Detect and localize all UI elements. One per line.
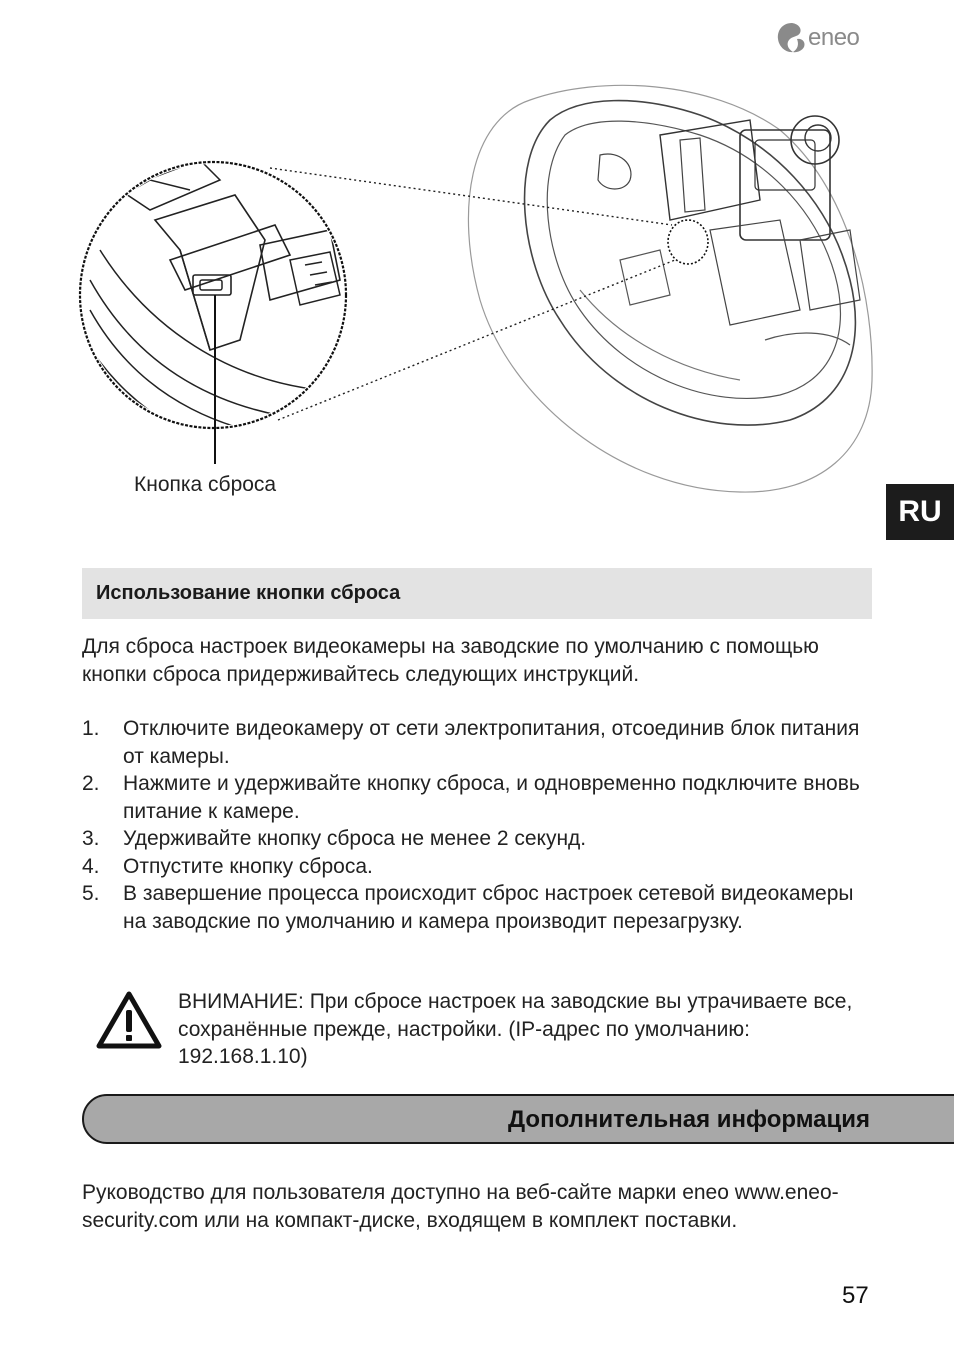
section-heading-bar [82,568,872,619]
warning-text: ВНИМАНИЕ: При сбросе настроек на заводские вы утрачиваете все, сохранённые прежде, настройки. (IP-адрес по умолчанию: 192.168.1.10) [178,990,853,1068]
section-heading-pill [82,1094,954,1144]
logo-text: eneo [808,24,860,51]
section-title-more-info: Дополнительная информация [508,1106,870,1133]
step-text: В завершение процесса происходит сброс настроек сетевой видеокамеры на заводские по умолчанию и камера производит перезагрузку. [123,882,854,933]
step-number: 4. [82,854,100,878]
eneo-logo-icon [774,20,810,56]
list-item [82,853,872,881]
warning-triangle-icon [96,990,162,1050]
reset-button-caption: Кнопка сброса [134,473,277,496]
step-text: Удерживайте кнопку сброса не менее 2 секунд. [123,827,587,850]
list-item [82,715,872,770]
step-number: 2. [82,772,100,795]
brand-logo [774,20,884,56]
page-number: 57 [842,1282,869,1309]
list-item [82,770,872,825]
step-text: Отпустите кнопку сброса. [123,854,373,878]
step-number: 5. [82,882,100,905]
list-item [82,825,872,853]
intro-paragraph: Для сброса настроек видеокамеры на заводские по умолчанию с помощью кнопки сброса придерживайтесь следующих инструкций. [82,635,819,686]
section-title-reset: Использование кнопки сброса [96,582,401,604]
step-text: Отключите видеокамеру от сети электропитания, отсоединив блок питания от камеры. [123,717,860,768]
list-item [82,880,872,935]
step-number: 3. [82,827,100,850]
step-number: 1. [82,717,100,740]
more-info-paragraph: Руководство для пользователя доступно на веб-сайте марки eneo www.eneo-security.com или на компакт-диске, входящем в комплект поставки. [82,1181,839,1232]
step-text: Нажмите и удерживайте кнопку сброса, и одновременно подключите вновь питание к камере. [123,772,860,823]
camera-dome-illustration [60,80,890,510]
instructions-list [82,715,872,935]
language-tab: RU [886,484,954,540]
